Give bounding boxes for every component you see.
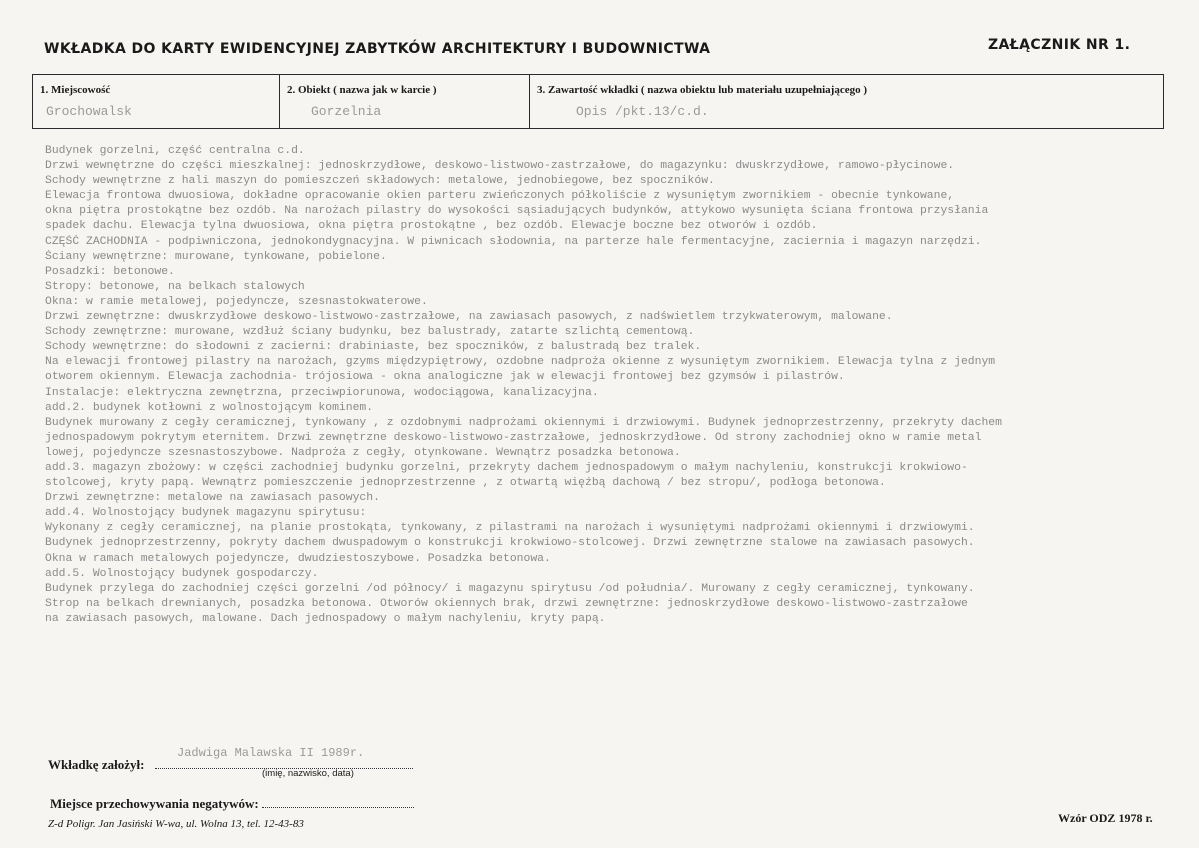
attachment-number: ZAŁĄCZNIK NR 1. [988, 37, 1131, 53]
top-rule [32, 74, 1164, 75]
description-line: Schody zewnętrzne: murowane, wzdłuż ściany budynku, bez balustrady, zatarte szlichtą cementową. [45, 326, 695, 339]
made-by-hint: (imię, nazwisko, data) [262, 768, 354, 779]
description-line: otworem okiennym. Elewacja zachodnia- trójosiowa - okna analogiczne jak w elewacji frontowej bez gzymsów i pilastrów. [45, 371, 845, 384]
description-line: Budynek przylega do zachodniej części gorzelni /od północy/ i magazynu spirytusu /od południa/. Murowany z cegły ceramicznej, tynkowany. [45, 582, 975, 595]
description-line: Schody wewnętrzne z hali maszyn do pomieszczeń składowych: metalowe, jednobiegowe, bez spoczników. [45, 175, 715, 188]
field-locality-value: Grochowalsk [46, 104, 132, 119]
description-line: CZĘŚĆ ZACHODNIA - podpiwniczona, jednokondygnacyjna. W piwnicach słodownia, na parterze hale fermentacyjne, zaciernia i magazyn narzędzi. [45, 235, 982, 248]
description-line: Strop na belkach drewnianych, posadzka betonowa. Otworów okiennych brak, drzwi zewnętrzne: jednoskrzydłowe deskowo-listwowo-zastrzałowe [45, 597, 968, 610]
description-line: add.5. Wolnostojący budynek gospodarczy. [45, 567, 319, 580]
description-text [45, 144, 1195, 627]
description-line: Schody wewnętrzne: do słodowni z zacierni: drabiniaste, bez spoczników, z balustradą bez tralek. [45, 341, 702, 354]
negatives-line [262, 807, 414, 808]
description-line: Okna: w ramie metalowej, pojedyncze, szesnastokwaterowe. [45, 295, 428, 308]
description-line: Elewacja frontowa dwuosiowa, dokładne opracowanie okien parteru zwieńczonych półkoliście z wysuniętym zwornikiem - obecnie tynkowane, [45, 190, 955, 203]
description-line: Na elewacji frontowej pilastry na narożach, gzyms międzypiętrowy, ozdobne nadproża okienne z wysuniętym zwornikiem. Elewacja tylna z jednym [45, 356, 996, 369]
description-line: Drzwi wewnętrzne do części mieszkalnej: jednoskrzydłowe, deskowo-listwowo-zastrzałowe, do magazynku: dwuskrzydłowe, ramowo-płycinowe. [45, 160, 955, 173]
description-line: Ściany wewnętrzne: murowane, tynkowane, pobielone. [45, 250, 387, 263]
fields-bottom-rule [32, 128, 1164, 129]
description-line: Wykonany z cegły ceramicznej, na planie prostokąta, tynkowany, z pilastrami na narożach i wysuniętymi nadprożami okiennymi i drzwiowymi. [45, 522, 975, 535]
description-line: Posadzki: betonowe. [45, 265, 175, 278]
field-content-value: Opis /pkt.13/c.d. [576, 104, 709, 119]
field-content-label: 3. Zawartość wkładki ( nazwa obiektu lub materiału uzupełniającego ) [537, 84, 868, 96]
description-line: Drzwi zewnętrzne: dwuskrzydłowe deskowo-listwowo-zastrzałowe, na zawiasach pasowych, z nadświetlem trzykwaterowym, malowane. [45, 311, 893, 324]
description-line: Okna w ramach metalowych pojedyncze, dwudziestoszybowe. Posadzka betonowa. [45, 552, 551, 565]
field-divider-2 [529, 74, 530, 128]
card-title: WKŁADKA DO KARTY EWIDENCYJNEJ ZABYTKÓW ARCHITEKTURY I BUDOWNICTWA [44, 41, 711, 57]
description-line: Budynek gorzelni, część centralna c.d. [45, 145, 305, 157]
description-line: lowej, pojedyncze szesnastoszybowe. Nadproża z cegły, otynkowane. Wewnątrz posadzka betonowa. [45, 446, 681, 459]
description-line: Drzwi zewnętrzne: metalowe na zawiasach pasowych. [45, 492, 380, 505]
field-divider-1 [279, 74, 280, 128]
negatives-label: Miejsce przechowywania negatywów: [50, 796, 259, 811]
fields-right-border [1163, 74, 1164, 128]
description-line: jednospadowym pokrytym eternitem. Drzwi zewnętrzne deskowo-listwowo-zastrzałowe, jednoskrzydłowe. Od strony zachodniej okno w ramie metal [45, 431, 982, 444]
description-line: na zawiasach pasowych, malowane. Dach jednospadowy o małym nachyleniu, kryty papą. [45, 612, 606, 625]
description-line: Budynek jednoprzestrzenny, pokryty dachem dwuspadowym o konstrukcji krokwiowo-stolcowej. Drzwi zewnętrzne stalowe na zawiasach pasowych. [45, 537, 975, 550]
form-model: Wzór ODZ 1978 r. [1058, 811, 1153, 825]
description-line: okna piętra prostokątne bez ozdób. Na narożach pilastry do wysokości sąsiadujących budynków, attykowo wysunięta ściana frontowa przysłania [45, 205, 989, 218]
description-line: Budynek murowany z cegły ceramicznej, tynkowany , z ozdobnymi nadprożami okiennymi i drzwiowymi. Budynek jednoprzestrzenny, przekryty dachem [45, 416, 1002, 429]
description-line: stolcowej, kryty papą. Wewnątrz pomieszczenie jednoprzestrzenne , z otwartą więźbą dachową / bez stropu/, podłoga betonowa. [45, 477, 886, 490]
description-line: add.3. magazyn zbożowy: w części zachodniej budynku gorzelni, przekryty dachem jednospadowym o małym nachyleniu, konstrukcji krokwiowo- [45, 461, 968, 474]
field-locality-label: 1. Miejscowość [40, 84, 111, 96]
fields-left-border [32, 74, 33, 128]
made-by-label: Wkładkę założył: [48, 757, 145, 772]
description-line: add.2. budynek kotłowni z wolnostojącym kominem. [45, 401, 374, 414]
description-line: spadek dachu. Elewacja tylna dwuosiowa, okna piętra prostokątne , bez ozdób. Elewacje boczne bez otworów i ozdób. [45, 220, 818, 233]
description-line: add.4. Wolnostojący budynek magazynu spirytusu: [45, 507, 367, 520]
description-line: Stropy: betonowe, na belkach stalowych [45, 280, 305, 293]
printer-imprint: Z-d Poligr. Jan Jasiński W-wa, ul. Wolna 13, tel. 12-43-83 [48, 818, 304, 830]
field-object-label: 2. Obiekt ( nazwa jak w karcie ) [287, 84, 437, 96]
made-by-value: Jadwiga Malawska II 1989r. [177, 746, 365, 760]
field-object-value: Gorzelnia [311, 104, 382, 119]
description-line: Instalacje: elektryczna zewnętrzna, przeciwpiorunowa, wodociągowa, kanalizacyjna. [45, 386, 599, 399]
